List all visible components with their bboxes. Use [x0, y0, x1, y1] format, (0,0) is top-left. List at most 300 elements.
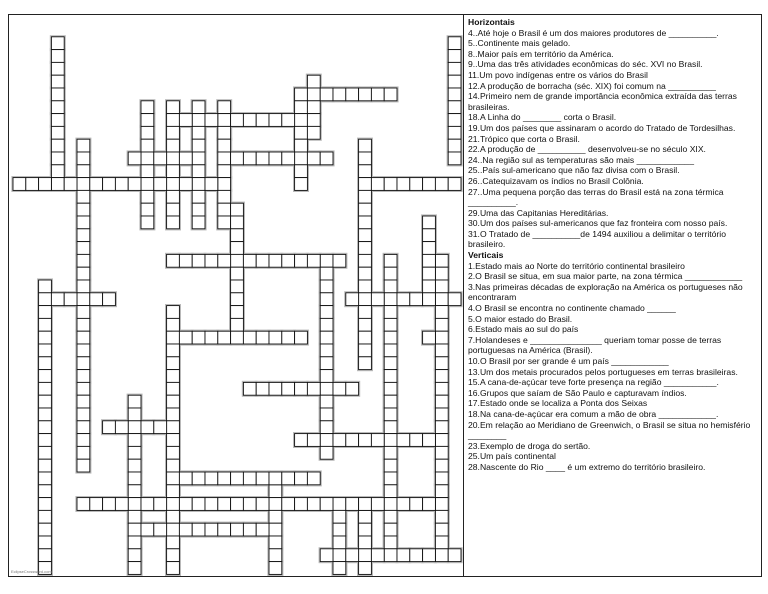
- answer-cell[interactable]: [384, 446, 397, 459]
- answer-cell[interactable]: [192, 523, 205, 536]
- answer-cell[interactable]: [384, 421, 397, 434]
- answer-cell[interactable]: [359, 203, 372, 216]
- answer-cell[interactable]: [371, 88, 384, 101]
- answer-cell[interactable]: [243, 254, 256, 267]
- answer-cell[interactable]: [77, 344, 90, 357]
- answer-cell[interactable]: [77, 165, 90, 178]
- answer-cell[interactable]: [333, 88, 346, 101]
- answer-cell[interactable]: [384, 267, 397, 280]
- answer-cell[interactable]: [26, 178, 39, 191]
- answer-cell[interactable]: [77, 446, 90, 459]
- answer-cell[interactable]: [103, 293, 116, 306]
- answer-cell[interactable]: [423, 242, 436, 255]
- answer-cell[interactable]: [435, 485, 448, 498]
- answer-cell[interactable]: [231, 216, 244, 229]
- answer-cell[interactable]: [39, 472, 52, 485]
- answer-cell[interactable]: [307, 434, 320, 447]
- answer-cell[interactable]: [128, 523, 141, 536]
- answer-cell[interactable]: [435, 254, 448, 267]
- answer-cell[interactable]: [179, 152, 192, 165]
- answer-cell[interactable]: [141, 190, 154, 203]
- answer-cell[interactable]: [282, 114, 295, 127]
- answer-cell[interactable]: [295, 152, 308, 165]
- answer-cell[interactable]: [359, 190, 372, 203]
- answer-cell[interactable]: [333, 434, 346, 447]
- answer-cell[interactable]: [64, 293, 77, 306]
- answer-cell[interactable]: [39, 498, 52, 511]
- answer-cell[interactable]: [167, 370, 180, 383]
- answer-cell[interactable]: [359, 139, 372, 152]
- answer-cell[interactable]: [346, 293, 359, 306]
- answer-cell[interactable]: [77, 306, 90, 319]
- answer-cell[interactable]: [435, 331, 448, 344]
- answer-cell[interactable]: [167, 510, 180, 523]
- answer-cell[interactable]: [448, 88, 461, 101]
- answer-cell[interactable]: [77, 190, 90, 203]
- answer-cell[interactable]: [423, 549, 436, 562]
- answer-cell[interactable]: [128, 485, 141, 498]
- answer-cell[interactable]: [141, 178, 154, 191]
- answer-cell[interactable]: [282, 152, 295, 165]
- answer-cell[interactable]: [231, 331, 244, 344]
- answer-cell[interactable]: [115, 178, 128, 191]
- answer-cell[interactable]: [167, 216, 180, 229]
- answer-cell[interactable]: [397, 434, 410, 447]
- answer-cell[interactable]: [359, 293, 372, 306]
- answer-cell[interactable]: [282, 498, 295, 511]
- answer-cell[interactable]: [295, 382, 308, 395]
- answer-cell[interactable]: [64, 178, 77, 191]
- answer-cell[interactable]: [256, 382, 269, 395]
- answer-cell[interactable]: [333, 523, 346, 536]
- answer-cell[interactable]: [359, 498, 372, 511]
- answer-cell[interactable]: [192, 331, 205, 344]
- answer-cell[interactable]: [295, 178, 308, 191]
- answer-cell[interactable]: [39, 344, 52, 357]
- answer-cell[interactable]: [218, 126, 231, 139]
- answer-cell[interactable]: [51, 178, 64, 191]
- answer-cell[interactable]: [435, 395, 448, 408]
- answer-cell[interactable]: [371, 434, 384, 447]
- answer-cell[interactable]: [39, 421, 52, 434]
- answer-cell[interactable]: [333, 382, 346, 395]
- answer-cell[interactable]: [359, 152, 372, 165]
- answer-cell[interactable]: [167, 562, 180, 575]
- answer-cell[interactable]: [218, 139, 231, 152]
- answer-cell[interactable]: [128, 408, 141, 421]
- answer-cell[interactable]: [371, 549, 384, 562]
- answer-cell[interactable]: [307, 88, 320, 101]
- answer-cell[interactable]: [320, 395, 333, 408]
- answer-cell[interactable]: [167, 421, 180, 434]
- answer-cell[interactable]: [13, 178, 26, 191]
- answer-cell[interactable]: [128, 498, 141, 511]
- answer-cell[interactable]: [371, 178, 384, 191]
- answer-cell[interactable]: [307, 254, 320, 267]
- answer-cell[interactable]: [77, 408, 90, 421]
- answer-cell[interactable]: [103, 498, 116, 511]
- answer-cell[interactable]: [205, 523, 218, 536]
- answer-cell[interactable]: [448, 75, 461, 88]
- answer-cell[interactable]: [77, 498, 90, 511]
- answer-cell[interactable]: [39, 318, 52, 331]
- answer-cell[interactable]: [128, 562, 141, 575]
- answer-cell[interactable]: [218, 101, 231, 114]
- answer-cell[interactable]: [167, 549, 180, 562]
- answer-cell[interactable]: [154, 523, 167, 536]
- answer-cell[interactable]: [448, 50, 461, 63]
- answer-cell[interactable]: [307, 152, 320, 165]
- answer-cell[interactable]: [167, 152, 180, 165]
- answer-cell[interactable]: [435, 498, 448, 511]
- answer-cell[interactable]: [269, 485, 282, 498]
- answer-cell[interactable]: [346, 549, 359, 562]
- answer-cell[interactable]: [410, 498, 423, 511]
- answer-cell[interactable]: [218, 254, 231, 267]
- answer-cell[interactable]: [218, 331, 231, 344]
- answer-cell[interactable]: [295, 88, 308, 101]
- answer-cell[interactable]: [410, 178, 423, 191]
- answer-cell[interactable]: [435, 434, 448, 447]
- answer-cell[interactable]: [384, 523, 397, 536]
- answer-cell[interactable]: [192, 178, 205, 191]
- answer-cell[interactable]: [423, 293, 436, 306]
- answer-cell[interactable]: [205, 178, 218, 191]
- answer-cell[interactable]: [359, 331, 372, 344]
- answer-cell[interactable]: [39, 408, 52, 421]
- answer-cell[interactable]: [410, 549, 423, 562]
- answer-cell[interactable]: [384, 408, 397, 421]
- answer-cell[interactable]: [39, 459, 52, 472]
- answer-cell[interactable]: [435, 421, 448, 434]
- answer-cell[interactable]: [282, 254, 295, 267]
- answer-cell[interactable]: [179, 331, 192, 344]
- answer-cell[interactable]: [77, 229, 90, 242]
- answer-cell[interactable]: [384, 318, 397, 331]
- answer-cell[interactable]: [359, 434, 372, 447]
- answer-cell[interactable]: [192, 126, 205, 139]
- answer-cell[interactable]: [77, 293, 90, 306]
- answer-cell[interactable]: [384, 293, 397, 306]
- answer-cell[interactable]: [39, 357, 52, 370]
- answer-cell[interactable]: [128, 472, 141, 485]
- answer-cell[interactable]: [77, 459, 90, 472]
- answer-cell[interactable]: [141, 152, 154, 165]
- answer-cell[interactable]: [423, 280, 436, 293]
- answer-cell[interactable]: [295, 498, 308, 511]
- answer-cell[interactable]: [320, 293, 333, 306]
- answer-cell[interactable]: [435, 370, 448, 383]
- answer-cell[interactable]: [205, 254, 218, 267]
- answer-cell[interactable]: [435, 357, 448, 370]
- answer-cell[interactable]: [410, 293, 423, 306]
- answer-cell[interactable]: [154, 421, 167, 434]
- answer-cell[interactable]: [103, 178, 116, 191]
- answer-cell[interactable]: [359, 523, 372, 536]
- answer-cell[interactable]: [77, 203, 90, 216]
- answer-cell[interactable]: [307, 114, 320, 127]
- answer-cell[interactable]: [384, 306, 397, 319]
- answer-cell[interactable]: [269, 472, 282, 485]
- answer-cell[interactable]: [384, 536, 397, 549]
- answer-cell[interactable]: [51, 152, 64, 165]
- answer-cell[interactable]: [397, 293, 410, 306]
- answer-cell[interactable]: [167, 139, 180, 152]
- answer-cell[interactable]: [269, 152, 282, 165]
- answer-cell[interactable]: [51, 37, 64, 50]
- answer-cell[interactable]: [39, 549, 52, 562]
- answer-cell[interactable]: [320, 421, 333, 434]
- answer-cell[interactable]: [359, 280, 372, 293]
- answer-cell[interactable]: [218, 523, 231, 536]
- answer-cell[interactable]: [359, 178, 372, 191]
- answer-cell[interactable]: [435, 280, 448, 293]
- answer-cell[interactable]: [192, 165, 205, 178]
- answer-cell[interactable]: [77, 139, 90, 152]
- answer-cell[interactable]: [192, 254, 205, 267]
- answer-cell[interactable]: [167, 395, 180, 408]
- answer-cell[interactable]: [51, 139, 64, 152]
- answer-cell[interactable]: [179, 114, 192, 127]
- answer-cell[interactable]: [359, 306, 372, 319]
- answer-cell[interactable]: [384, 344, 397, 357]
- answer-cell[interactable]: [77, 178, 90, 191]
- answer-cell[interactable]: [231, 242, 244, 255]
- answer-cell[interactable]: [320, 318, 333, 331]
- answer-cell[interactable]: [448, 37, 461, 50]
- answer-cell[interactable]: [269, 562, 282, 575]
- answer-cell[interactable]: [51, 114, 64, 127]
- answer-cell[interactable]: [39, 382, 52, 395]
- answer-cell[interactable]: [320, 344, 333, 357]
- answer-cell[interactable]: [384, 498, 397, 511]
- answer-cell[interactable]: [179, 472, 192, 485]
- answer-cell[interactable]: [435, 549, 448, 562]
- answer-cell[interactable]: [256, 254, 269, 267]
- answer-cell[interactable]: [295, 434, 308, 447]
- answer-cell[interactable]: [51, 293, 64, 306]
- answer-cell[interactable]: [77, 280, 90, 293]
- answer-cell[interactable]: [167, 536, 180, 549]
- answer-cell[interactable]: [269, 510, 282, 523]
- answer-cell[interactable]: [320, 280, 333, 293]
- answer-cell[interactable]: [128, 434, 141, 447]
- answer-cell[interactable]: [128, 549, 141, 562]
- answer-cell[interactable]: [448, 126, 461, 139]
- answer-cell[interactable]: [384, 395, 397, 408]
- answer-cell[interactable]: [397, 549, 410, 562]
- answer-cell[interactable]: [39, 280, 52, 293]
- answer-cell[interactable]: [333, 549, 346, 562]
- answer-cell[interactable]: [346, 498, 359, 511]
- answer-cell[interactable]: [359, 216, 372, 229]
- answer-cell[interactable]: [179, 254, 192, 267]
- answer-cell[interactable]: [435, 408, 448, 421]
- answer-cell[interactable]: [243, 114, 256, 127]
- answer-cell[interactable]: [256, 114, 269, 127]
- answer-cell[interactable]: [435, 306, 448, 319]
- answer-cell[interactable]: [423, 254, 436, 267]
- answer-cell[interactable]: [141, 203, 154, 216]
- answer-cell[interactable]: [167, 165, 180, 178]
- answer-cell[interactable]: [51, 62, 64, 75]
- answer-cell[interactable]: [167, 126, 180, 139]
- answer-cell[interactable]: [384, 382, 397, 395]
- answer-cell[interactable]: [269, 114, 282, 127]
- answer-cell[interactable]: [448, 549, 461, 562]
- answer-cell[interactable]: [320, 434, 333, 447]
- answer-cell[interactable]: [128, 152, 141, 165]
- answer-cell[interactable]: [231, 523, 244, 536]
- answer-cell[interactable]: [128, 510, 141, 523]
- answer-cell[interactable]: [167, 114, 180, 127]
- answer-cell[interactable]: [384, 485, 397, 498]
- answer-cell[interactable]: [167, 357, 180, 370]
- answer-cell[interactable]: [192, 139, 205, 152]
- answer-cell[interactable]: [320, 267, 333, 280]
- answer-cell[interactable]: [435, 293, 448, 306]
- answer-cell[interactable]: [346, 434, 359, 447]
- answer-cell[interactable]: [231, 152, 244, 165]
- answer-cell[interactable]: [179, 498, 192, 511]
- answer-cell[interactable]: [320, 152, 333, 165]
- answer-cell[interactable]: [435, 472, 448, 485]
- answer-cell[interactable]: [141, 101, 154, 114]
- answer-cell[interactable]: [359, 229, 372, 242]
- answer-cell[interactable]: [77, 357, 90, 370]
- answer-cell[interactable]: [141, 421, 154, 434]
- answer-cell[interactable]: [77, 254, 90, 267]
- answer-cell[interactable]: [423, 216, 436, 229]
- answer-cell[interactable]: [231, 280, 244, 293]
- answer-cell[interactable]: [295, 114, 308, 127]
- answer-cell[interactable]: [371, 498, 384, 511]
- answer-cell[interactable]: [77, 331, 90, 344]
- answer-cell[interactable]: [359, 536, 372, 549]
- answer-cell[interactable]: [167, 382, 180, 395]
- answer-cell[interactable]: [435, 382, 448, 395]
- answer-cell[interactable]: [359, 254, 372, 267]
- answer-cell[interactable]: [231, 114, 244, 127]
- answer-cell[interactable]: [39, 331, 52, 344]
- answer-cell[interactable]: [384, 331, 397, 344]
- answer-cell[interactable]: [269, 498, 282, 511]
- answer-cell[interactable]: [192, 190, 205, 203]
- answer-cell[interactable]: [384, 434, 397, 447]
- answer-cell[interactable]: [320, 408, 333, 421]
- answer-cell[interactable]: [90, 498, 103, 511]
- answer-cell[interactable]: [141, 139, 154, 152]
- answer-cell[interactable]: [423, 331, 436, 344]
- answer-cell[interactable]: [128, 421, 141, 434]
- answer-cell[interactable]: [384, 472, 397, 485]
- answer-cell[interactable]: [307, 382, 320, 395]
- answer-cell[interactable]: [231, 472, 244, 485]
- answer-cell[interactable]: [218, 216, 231, 229]
- answer-cell[interactable]: [167, 344, 180, 357]
- answer-cell[interactable]: [384, 178, 397, 191]
- answer-cell[interactable]: [51, 88, 64, 101]
- answer-cell[interactable]: [359, 267, 372, 280]
- answer-cell[interactable]: [435, 536, 448, 549]
- answer-cell[interactable]: [77, 267, 90, 280]
- answer-cell[interactable]: [115, 498, 128, 511]
- answer-cell[interactable]: [384, 510, 397, 523]
- answer-cell[interactable]: [218, 165, 231, 178]
- answer-cell[interactable]: [192, 498, 205, 511]
- answer-cell[interactable]: [167, 190, 180, 203]
- answer-cell[interactable]: [218, 190, 231, 203]
- answer-cell[interactable]: [320, 88, 333, 101]
- answer-cell[interactable]: [154, 178, 167, 191]
- answer-cell[interactable]: [256, 498, 269, 511]
- answer-cell[interactable]: [141, 165, 154, 178]
- answer-cell[interactable]: [218, 114, 231, 127]
- answer-cell[interactable]: [269, 382, 282, 395]
- answer-cell[interactable]: [231, 293, 244, 306]
- answer-cell[interactable]: [192, 152, 205, 165]
- answer-cell[interactable]: [448, 101, 461, 114]
- answer-cell[interactable]: [346, 382, 359, 395]
- answer-cell[interactable]: [371, 293, 384, 306]
- answer-cell[interactable]: [320, 357, 333, 370]
- answer-cell[interactable]: [231, 254, 244, 267]
- answer-cell[interactable]: [39, 523, 52, 536]
- answer-cell[interactable]: [359, 510, 372, 523]
- answer-cell[interactable]: [320, 382, 333, 395]
- answer-cell[interactable]: [359, 165, 372, 178]
- answer-cell[interactable]: [231, 498, 244, 511]
- answer-cell[interactable]: [423, 178, 436, 191]
- answer-cell[interactable]: [333, 562, 346, 575]
- answer-cell[interactable]: [141, 126, 154, 139]
- answer-cell[interactable]: [269, 523, 282, 536]
- answer-cell[interactable]: [448, 114, 461, 127]
- answer-cell[interactable]: [77, 434, 90, 447]
- answer-cell[interactable]: [51, 165, 64, 178]
- answer-cell[interactable]: [295, 331, 308, 344]
- answer-cell[interactable]: [39, 434, 52, 447]
- answer-cell[interactable]: [167, 318, 180, 331]
- answer-cell[interactable]: [307, 126, 320, 139]
- answer-cell[interactable]: [320, 498, 333, 511]
- answer-cell[interactable]: [192, 101, 205, 114]
- answer-cell[interactable]: [448, 293, 461, 306]
- answer-cell[interactable]: [51, 75, 64, 88]
- answer-cell[interactable]: [167, 485, 180, 498]
- answer-cell[interactable]: [333, 510, 346, 523]
- answer-cell[interactable]: [435, 446, 448, 459]
- answer-cell[interactable]: [256, 523, 269, 536]
- answer-cell[interactable]: [320, 549, 333, 562]
- answer-cell[interactable]: [51, 101, 64, 114]
- answer-cell[interactable]: [141, 498, 154, 511]
- answer-cell[interactable]: [205, 472, 218, 485]
- answer-cell[interactable]: [167, 306, 180, 319]
- answer-cell[interactable]: [435, 523, 448, 536]
- answer-cell[interactable]: [384, 88, 397, 101]
- answer-cell[interactable]: [77, 318, 90, 331]
- answer-cell[interactable]: [384, 459, 397, 472]
- answer-cell[interactable]: [231, 306, 244, 319]
- answer-cell[interactable]: [423, 498, 436, 511]
- answer-cell[interactable]: [384, 549, 397, 562]
- answer-cell[interactable]: [384, 357, 397, 370]
- answer-cell[interactable]: [295, 101, 308, 114]
- answer-cell[interactable]: [333, 498, 346, 511]
- answer-cell[interactable]: [39, 293, 52, 306]
- answer-cell[interactable]: [39, 446, 52, 459]
